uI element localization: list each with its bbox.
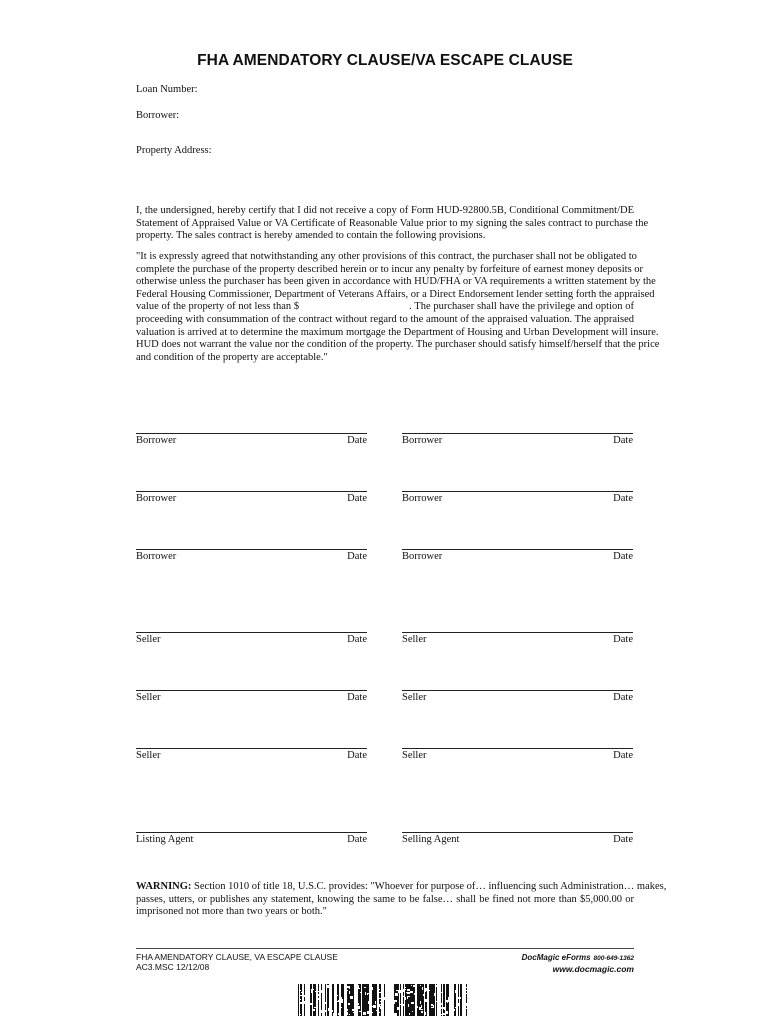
barcode-image bbox=[298, 984, 472, 1016]
signature-label: Borrower bbox=[402, 551, 443, 562]
signature-line-borrower-4[interactable] bbox=[402, 491, 633, 504]
certification-paragraph bbox=[136, 205, 649, 243]
clause-line: proceeding with consummation of the contract without regard to the amount of the appraised valuation. The appraised bbox=[136, 313, 634, 325]
signature-line-seller-4[interactable] bbox=[402, 690, 633, 703]
signature-line-borrower-3[interactable] bbox=[136, 491, 367, 504]
signature-label: Seller bbox=[136, 750, 161, 761]
signature-label: Seller bbox=[402, 634, 427, 645]
footer-phone: 800-649-1362 bbox=[593, 955, 634, 962]
signature-label: Seller bbox=[402, 692, 427, 703]
date-label: Date bbox=[613, 493, 633, 504]
warning-label: WARNING: bbox=[136, 881, 192, 892]
signature-line-borrower-2[interactable] bbox=[402, 433, 633, 446]
clause-line: and condition of the property are acceptable." bbox=[136, 351, 328, 363]
date-label: Date bbox=[613, 692, 633, 703]
warning-line: imprisoned not more than two years or both." bbox=[136, 906, 327, 918]
date-label: Date bbox=[613, 634, 633, 645]
footer-form-code: AC3.MSC 12/12/08 bbox=[136, 962, 210, 972]
date-label: Date bbox=[613, 551, 633, 562]
signature-label: Selling Agent bbox=[402, 834, 460, 845]
signature-line-selling-agent[interactable] bbox=[402, 832, 633, 845]
signature-label: Borrower bbox=[136, 551, 177, 562]
borrower-label: Borrower: bbox=[136, 110, 180, 121]
warning-paragraph bbox=[136, 881, 667, 919]
signature-label: Borrower bbox=[136, 435, 177, 446]
signature-label: Seller bbox=[402, 750, 427, 761]
date-label: Date bbox=[347, 493, 367, 504]
clause-line: otherwise unless the purchaser has been given in accordance with HUD/FHA or VA requirements a written statement by the bbox=[136, 276, 656, 288]
signature-label: Borrower bbox=[402, 493, 443, 504]
clause-line: HUD does not warrant the value nor the condition of the property. The purchaser should satisfy himself/herself that the price bbox=[136, 339, 660, 351]
escape-clause-paragraph bbox=[136, 251, 660, 364]
signature-line-seller-1[interactable] bbox=[136, 632, 367, 645]
signature-line-seller-3[interactable] bbox=[136, 690, 367, 703]
signature-label: Borrower bbox=[402, 435, 443, 446]
loan-number-label: Loan Number: bbox=[136, 84, 198, 95]
document-title: FHA AMENDATORY CLAUSE/VA ESCAPE CLAUSE bbox=[197, 52, 573, 69]
date-label: Date bbox=[347, 834, 367, 845]
footer-brand bbox=[522, 953, 634, 974]
warning-line: Section 1010 of title 18, U.S.C. provides: "Whoever for purpose of… influencing such Administration… makes, bbox=[191, 881, 667, 892]
date-label: Date bbox=[613, 750, 633, 761]
signature-line-borrower-6[interactable] bbox=[402, 549, 633, 562]
date-label: Date bbox=[347, 435, 367, 446]
date-label: Date bbox=[613, 834, 633, 845]
footer-website: www.docmagic.com bbox=[552, 964, 634, 974]
clause-line: "It is expressly agreed that notwithstanding any other provisions of this contract, the purchaser shall not be obligated to bbox=[136, 251, 637, 262]
signature-label: Seller bbox=[136, 692, 161, 703]
docmagic-logo: DocMagic eForms bbox=[521, 953, 591, 962]
date-label: Date bbox=[347, 551, 367, 562]
signature-label: Borrower bbox=[136, 493, 177, 504]
warning-line: passes, utters, or publishes any statement, knowing the same to be false… shall be fined not more than $5,000.00 or bbox=[136, 893, 634, 905]
signature-line-borrower-1[interactable] bbox=[136, 433, 367, 446]
date-label: Date bbox=[347, 750, 367, 761]
signature-line-seller-2[interactable] bbox=[402, 632, 633, 645]
clause-line: valuation is arrived at to determine the maximum mortgage the Department of Housing and Urban Development will insure. bbox=[136, 326, 659, 338]
footer-form-info bbox=[136, 952, 338, 972]
signature-line-seller-5[interactable] bbox=[136, 748, 367, 761]
signature-label: Seller bbox=[136, 634, 161, 645]
signature-line-borrower-5[interactable] bbox=[136, 549, 367, 562]
property-address-label: Property Address: bbox=[136, 145, 212, 156]
certification-line: Statement of Appraised Value or VA Certificate of Reasonable Value prior to my signing the sales contract to purchase the bbox=[136, 217, 649, 229]
footer-form-name: FHA AMENDATORY CLAUSE, VA ESCAPE CLAUSE bbox=[136, 952, 338, 962]
signature-label: Listing Agent bbox=[136, 834, 194, 845]
footer-divider bbox=[136, 948, 634, 949]
date-label: Date bbox=[347, 692, 367, 703]
signature-line-listing-agent[interactable] bbox=[136, 832, 367, 845]
certification-line: property. The sales contract is hereby amended to contain the following provisions. bbox=[136, 230, 486, 242]
clause-line: value of the property of not less than $ . The purchaser shall have the privilege and option of bbox=[136, 301, 634, 313]
clause-line: Federal Housing Commissioner, Department of Veterans Affairs, or a Direct Endorsement lender setting forth the appraised bbox=[136, 288, 655, 300]
signature-line-seller-6[interactable] bbox=[402, 748, 633, 761]
clause-line: complete the purchase of the property described herein or to incur any penalty by forfeiture of earnest money deposits or bbox=[136, 263, 644, 275]
certification-line: I, the undersigned, hereby certify that I did not receive a copy of Form HUD-92800.5B, Conditional Commitment/DE bbox=[136, 205, 634, 216]
date-label: Date bbox=[347, 634, 367, 645]
date-label: Date bbox=[613, 435, 633, 446]
